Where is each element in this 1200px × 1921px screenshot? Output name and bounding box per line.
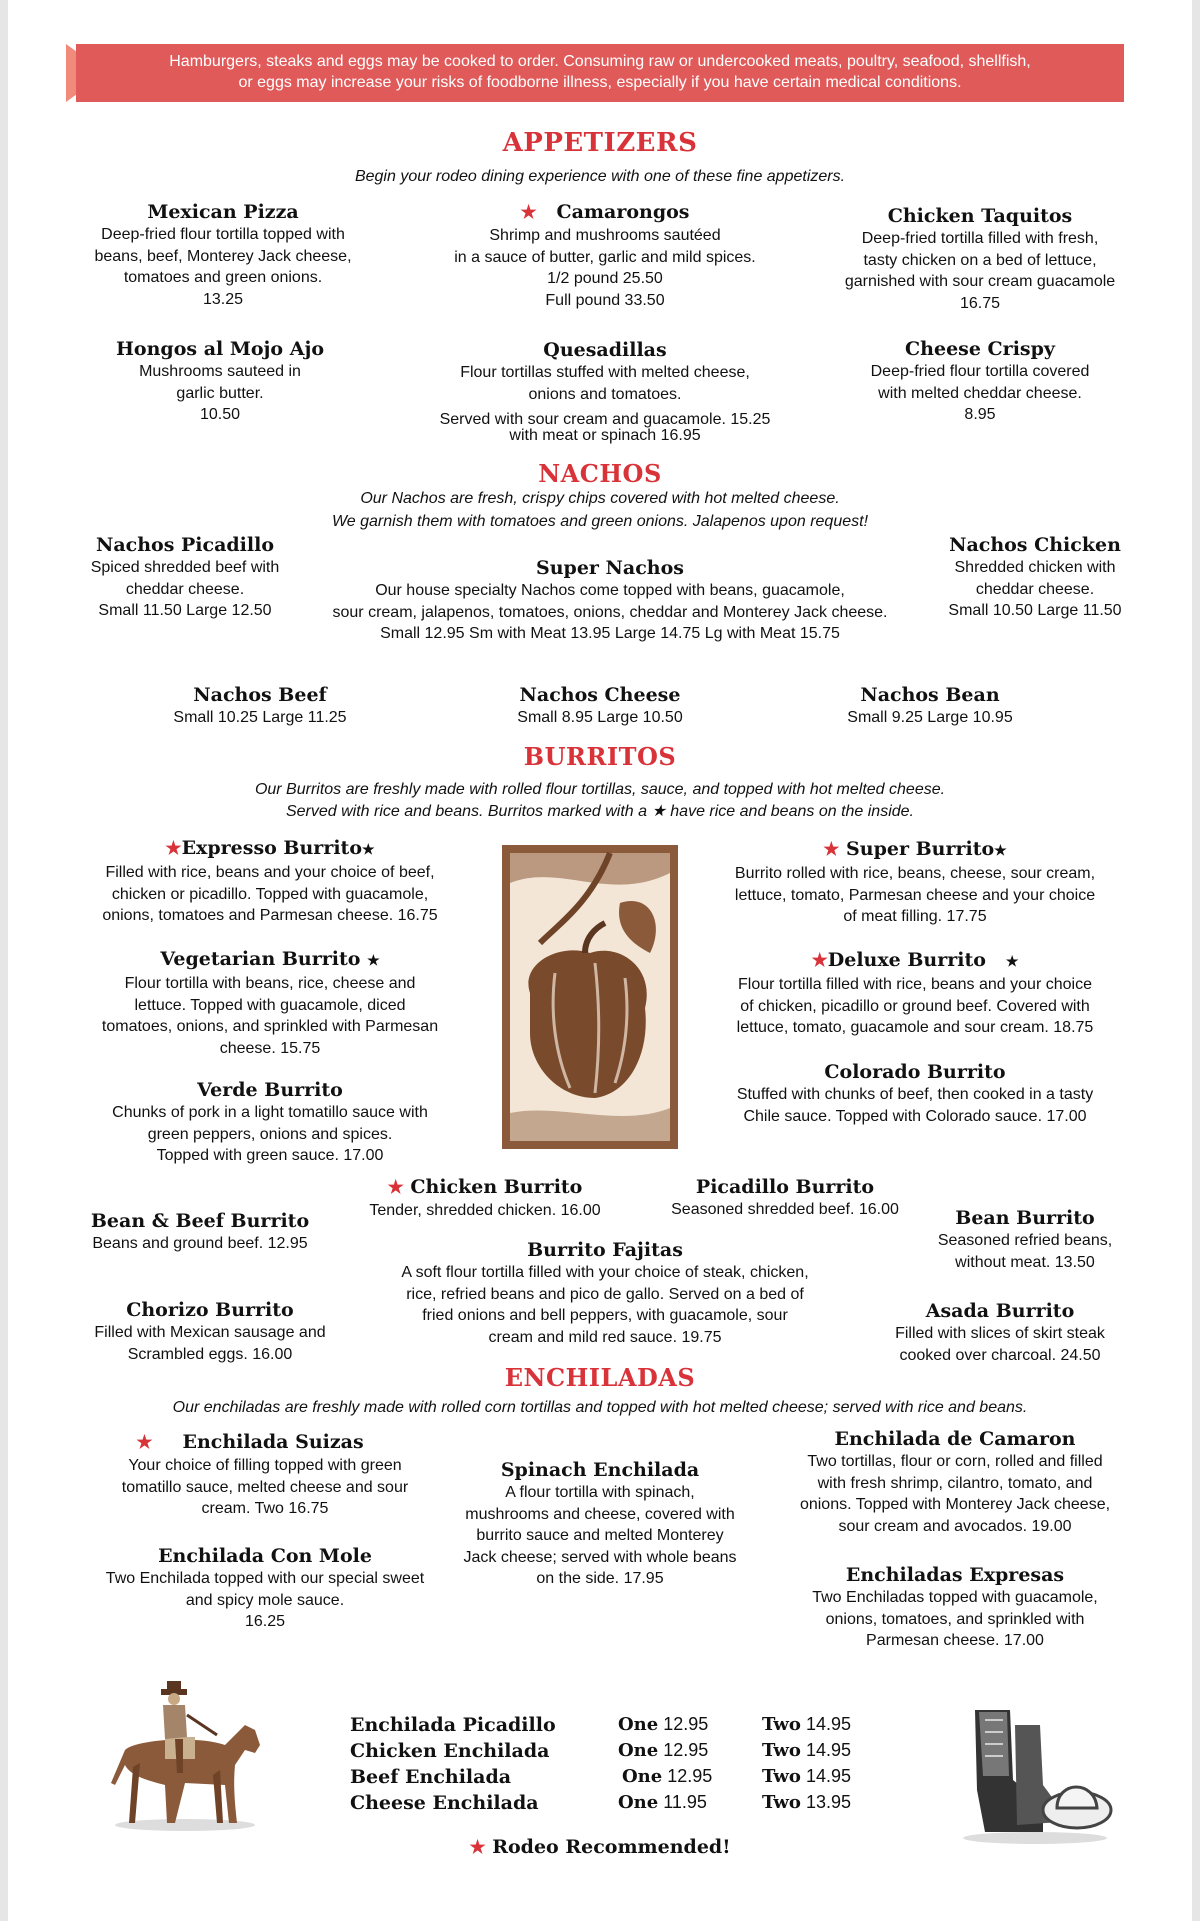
item-line: of meat filling. 17.75 bbox=[843, 908, 987, 925]
item-line: Scrambled eggs. 16.00 bbox=[127, 1345, 293, 1363]
item-name: Deluxe Burrito bbox=[827, 949, 986, 971]
section-title-enchiladas: ENCHILADAS bbox=[504, 1363, 696, 1392]
item-name: Nachos Picadillo bbox=[95, 534, 275, 556]
item-price: Small 10.50 Large 11.50 bbox=[948, 602, 1122, 619]
item-line: Chunks of pork in a light tomatillo sauce with bbox=[112, 1104, 428, 1121]
menu-item-enchilada-con-mole bbox=[80, 1544, 450, 1633]
menu-item-bean-burrito bbox=[910, 1206, 1140, 1273]
rodeo-recommended-note bbox=[0, 1836, 1200, 1858]
item-line: tomatoes, onions, and sprinkled with Parmesan bbox=[101, 1018, 439, 1035]
burritos-intro-2: Served with rice and beans. Burritos marked with a ★ have rice and beans on the inside. bbox=[285, 803, 914, 820]
item-line: Flour tortillas stuffed with melted cheese, bbox=[460, 364, 750, 381]
item-price: Full pound 33.50 bbox=[545, 291, 665, 309]
item-line: on the side. 17.95 bbox=[536, 1570, 664, 1587]
menu-item-super-burrito bbox=[710, 837, 1120, 928]
price-row bbox=[350, 1792, 890, 1818]
item-name: Nachos Beef bbox=[193, 684, 327, 706]
nachos-intro-2: We garnish them with tomatoes and green onions. Jalapenos upon request! bbox=[331, 513, 869, 530]
item-price: Small 8.95 Large 10.50 bbox=[517, 709, 683, 726]
two-label: Two bbox=[762, 1714, 801, 1735]
item-name: Verde Burrito bbox=[197, 1079, 343, 1101]
rice-beans-star-icon: ★ bbox=[367, 953, 380, 969]
two-label: Two bbox=[762, 1766, 801, 1787]
item-price: Served with sour cream and guacamole. 15.25 bbox=[439, 411, 771, 428]
star-icon: ★ bbox=[469, 1837, 486, 1858]
item-line: Deep-fried flour tortilla topped with bbox=[101, 226, 345, 243]
one-price: 12.95 bbox=[667, 1766, 713, 1786]
two-label: Two bbox=[762, 1792, 801, 1813]
item-line: without meat. 13.50 bbox=[955, 1253, 1095, 1271]
item-line: beans, beef, Monterey Jack cheese, bbox=[94, 247, 352, 265]
item-name: Colorado Burrito bbox=[824, 1061, 1006, 1083]
menu-item-enchiladas-expresas bbox=[780, 1563, 1130, 1652]
star-icon: ★ bbox=[811, 950, 828, 971]
item-line: Seasoned shredded beef. 16.00 bbox=[671, 1201, 899, 1218]
item-line: cooked over charcoal. 24.50 bbox=[899, 1346, 1101, 1364]
rodeo-recommended-label: Rodeo Recommended! bbox=[492, 1836, 731, 1858]
menu-item-enchilada-de-camaron bbox=[775, 1427, 1135, 1537]
menu-item-cheese-crispy bbox=[830, 337, 1130, 426]
menu-item-hongos bbox=[80, 337, 360, 426]
item-line: chicken or picadillo. Topped with guacamole, bbox=[111, 885, 429, 903]
item-line: Shredded chicken with bbox=[954, 559, 1116, 576]
item-name: Nachos Chicken bbox=[949, 534, 1121, 556]
item-name: Super Nachos bbox=[536, 557, 684, 579]
item-line: lettuce, tomato, Parmesan cheese and your choice bbox=[734, 886, 1096, 904]
item-line: Shrimp and mushrooms sautéed bbox=[489, 227, 721, 244]
page-frame-left bbox=[0, 0, 8, 1921]
menu-item-mexican-pizza bbox=[60, 200, 386, 310]
item-line: green peppers, onions and spices. bbox=[147, 1125, 393, 1143]
item-name: Hongos al Mojo Ajo bbox=[115, 338, 324, 360]
rice-beans-star-icon: ★ bbox=[1005, 954, 1019, 970]
burritos-intro-1: Our Burritos are freshly made with rolled flour tortillas, sauce, and topped with hot melted cheese. bbox=[254, 781, 946, 798]
item-line: with melted cheddar cheese. bbox=[878, 384, 1082, 402]
item-name: Bean & Beef Burrito bbox=[90, 1210, 310, 1232]
item-line: Your choice of filling topped with green bbox=[128, 1457, 402, 1474]
item-name: Super Burrito bbox=[846, 838, 995, 860]
item-line: Topped with green sauce. 17.00 bbox=[156, 1147, 384, 1164]
item-line: onions, tomatoes and Parmesan cheese. 16.75 bbox=[102, 907, 438, 924]
item-line: Two Enchiladas topped with guacamole, bbox=[812, 1589, 1098, 1606]
item-price: 16.75 bbox=[959, 294, 1001, 312]
appetizers-intro: Begin your rodeo dining experience with one of these fine appetizers. bbox=[354, 168, 846, 185]
item-name: Nachos Bean bbox=[860, 684, 1000, 706]
item-line: Burrito rolled with rice, beans, cheese, sour cream, bbox=[734, 865, 1096, 882]
price-row-name: Beef Enchilada bbox=[350, 1766, 512, 1788]
menu-item-bean-beef-burrito bbox=[65, 1209, 335, 1255]
item-line: rice, refried beans and pico de gallo. Served on a bed of bbox=[406, 1285, 804, 1303]
item-line: Filled with rice, beans and your choice of beef, bbox=[105, 864, 435, 881]
menu-item-vegetarian-burrito bbox=[70, 947, 470, 1059]
item-price: 10.50 bbox=[199, 406, 241, 423]
item-line: garnished with sour cream guacamole bbox=[844, 273, 1116, 290]
one-price: 11.95 bbox=[663, 1792, 707, 1812]
item-line: Spiced shredded beef with bbox=[90, 559, 280, 576]
price-row bbox=[350, 1714, 890, 1740]
price-row-name: Enchilada Picadillo bbox=[350, 1714, 556, 1736]
banner-line-1: Hamburgers, steaks and eggs may be cooked to order. Consuming raw or undercooked meats, poultry, seafood, shellfish, bbox=[169, 53, 1031, 70]
item-line: burrito sauce and melted Monterey bbox=[476, 1527, 724, 1544]
item-line: in a sauce of butter, garlic and mild spices. bbox=[454, 248, 756, 266]
star-icon: ★ bbox=[165, 838, 182, 859]
item-line: A soft flour tortilla filled with your choice of steak, chicken, bbox=[401, 1264, 809, 1281]
menu-item-deluxe-burrito bbox=[710, 948, 1120, 1039]
item-line: Our house specialty Nachos come topped with beans, guacamole, bbox=[375, 582, 845, 599]
item-line: A flour tortilla with spinach, bbox=[505, 1484, 695, 1501]
item-line: Stuffed with chunks of beef, then cooked in a tasty bbox=[736, 1086, 1094, 1103]
item-name: Vegetarian Burrito bbox=[160, 948, 361, 970]
item-line: with fresh shrimp, cilantro, tomato, and bbox=[817, 1474, 1093, 1492]
enchiladas-intro: Our enchiladas are freshly made with rolled corn tortillas and topped with hot melted cheese; served with rice and beans. bbox=[172, 1399, 1028, 1416]
menu-item-expresso-burrito bbox=[70, 836, 470, 927]
section-title-appetizers: APPETIZERS bbox=[502, 128, 698, 158]
two-label: Two bbox=[762, 1740, 801, 1761]
one-label: One bbox=[618, 1792, 659, 1813]
item-name: Enchilada Suizas bbox=[182, 1431, 364, 1453]
banner-line-2: or eggs may increase your risks of foodborne illness, especially if you have certain medical conditions. bbox=[238, 74, 962, 91]
item-name: Expresso Burrito bbox=[181, 837, 362, 859]
item-line: Beans and ground beef. 12.95 bbox=[92, 1235, 308, 1252]
item-line: onions, tomatoes, and sprinkled with bbox=[825, 1610, 1085, 1628]
item-line: lettuce. Topped with guacamole, diced bbox=[134, 996, 406, 1014]
item-line: Filled with slices of skirt steak bbox=[895, 1325, 1105, 1342]
menu-item-chorizo-burrito bbox=[70, 1298, 350, 1365]
menu-item-nachos-bean bbox=[810, 683, 1050, 729]
menu-item-nachos-cheese bbox=[480, 683, 720, 729]
item-price: Small 12.95 Sm with Meat 13.95 Large 14.75 Lg with Meat 15.75 bbox=[380, 625, 840, 642]
one-price: 12.95 bbox=[663, 1740, 709, 1760]
two-price: 14.95 bbox=[805, 1740, 851, 1760]
price-row-name: Cheese Enchilada bbox=[350, 1792, 539, 1814]
item-price: with meat or spinach 16.95 bbox=[509, 427, 701, 444]
item-name: Bean Burrito bbox=[955, 1207, 1095, 1229]
item-name: Chicken Taquitos bbox=[887, 205, 1073, 227]
item-line: Deep-fried flour tortilla covered bbox=[870, 363, 1090, 380]
one-label: One bbox=[618, 1714, 659, 1735]
item-line: Parmesan cheese. 17.00 bbox=[866, 1632, 1044, 1649]
item-line: cream and mild red sauce. 19.75 bbox=[488, 1328, 722, 1346]
item-name: Picadillo Burrito bbox=[695, 1176, 875, 1198]
menu-item-chicken-taquitos bbox=[820, 204, 1140, 314]
item-price: 1/2 pound 25.50 bbox=[547, 270, 663, 287]
one-price: 12.95 bbox=[663, 1714, 709, 1734]
item-line: cream. Two 16.75 bbox=[201, 1500, 329, 1517]
item-price: Small 9.25 Large 10.95 bbox=[847, 709, 1013, 726]
item-name: Asada Burrito bbox=[925, 1300, 1075, 1322]
item-name: Enchilada Con Mole bbox=[158, 1545, 372, 1567]
menu-item-enchilada-suizas bbox=[100, 1430, 430, 1520]
pepper-illustration bbox=[500, 843, 680, 1151]
star-icon: ★ bbox=[823, 839, 840, 860]
item-line: onions. Topped with Monterey Jack cheese, bbox=[799, 1496, 1111, 1513]
item-line: 16.25 bbox=[244, 1613, 286, 1630]
menu-item-nachos-picadillo bbox=[70, 533, 300, 622]
item-name: Mexican Pizza bbox=[147, 201, 299, 223]
rice-beans-star-icon: ★ bbox=[362, 842, 375, 858]
item-line: Two tortillas, flour or corn, rolled and filled bbox=[807, 1453, 1103, 1470]
item-line: sour cream and avocados. 19.00 bbox=[838, 1517, 1072, 1535]
menu-item-nachos-chicken bbox=[920, 533, 1150, 622]
item-price: Small 11.50 Large 12.50 bbox=[98, 602, 272, 619]
item-line: cheese. 15.75 bbox=[219, 1039, 321, 1057]
menu-item-picadillo-burrito bbox=[650, 1175, 920, 1221]
item-line: fried onions and bell peppers, with guacamole, sour bbox=[422, 1307, 788, 1324]
section-title-nachos: NACHOS bbox=[538, 459, 662, 488]
menu-item-spinach-enchilada bbox=[460, 1458, 740, 1590]
item-line: Mushrooms sauteed in bbox=[139, 363, 301, 380]
item-line: garlic butter. bbox=[176, 384, 264, 402]
item-price: 8.95 bbox=[964, 406, 996, 423]
menu-item-super-nachos bbox=[290, 556, 930, 645]
item-line: tomatoes and green onions. bbox=[123, 269, 323, 286]
item-name: Enchilada de Camaron bbox=[834, 1428, 1076, 1450]
star-icon: ★ bbox=[387, 1177, 404, 1198]
item-line: Chile sauce. Topped with Colorado sauce. 17.00 bbox=[743, 1107, 1087, 1125]
price-row bbox=[350, 1766, 890, 1792]
cowboy-horse-illustration bbox=[105, 1675, 275, 1835]
star-icon: ★ bbox=[520, 202, 537, 223]
two-price: 13.95 bbox=[805, 1792, 851, 1812]
item-line: Filled with Mexican sausage and bbox=[94, 1324, 326, 1341]
item-name: Quesadillas bbox=[543, 339, 667, 361]
item-name: Chorizo Burrito bbox=[126, 1299, 294, 1321]
item-line: tasty chicken on a bed of lettuce, bbox=[863, 251, 1097, 269]
price-row-name: Chicken Enchilada bbox=[350, 1740, 550, 1762]
item-name: Enchiladas Expresas bbox=[845, 1564, 1065, 1586]
two-price: 14.95 bbox=[805, 1766, 851, 1786]
menu-item-verde-burrito bbox=[70, 1078, 470, 1167]
item-line: Two Enchilada topped with our special sweet bbox=[105, 1570, 425, 1587]
menu-item-camarongos bbox=[420, 200, 790, 311]
item-line: sour cream, jalapenos, tomatoes, onions, cheddar and Monterey Jack cheese. bbox=[332, 603, 888, 621]
item-line: Seasoned refried beans, bbox=[937, 1232, 1113, 1249]
price-row bbox=[350, 1740, 890, 1766]
item-name: Nachos Cheese bbox=[519, 684, 681, 706]
item-line: and spicy mole sauce. bbox=[185, 1591, 345, 1609]
item-name: Camarongos bbox=[556, 201, 690, 223]
item-line: Tender, shredded chicken. 16.00 bbox=[369, 1202, 601, 1219]
section-title-burritos: BURRITOS bbox=[523, 742, 677, 771]
item-price: Small 10.25 Large 11.25 bbox=[173, 709, 347, 726]
boots-hat-illustration bbox=[955, 1700, 1115, 1845]
item-line: tomatillo sauce, melted cheese and sour bbox=[121, 1478, 409, 1496]
menu-item-burrito-fajitas bbox=[360, 1238, 850, 1348]
item-line: cheddar cheese. bbox=[125, 580, 245, 598]
page-frame-right bbox=[1192, 0, 1200, 1921]
one-label: One bbox=[622, 1766, 663, 1787]
item-name: Chicken Burrito bbox=[410, 1176, 583, 1198]
item-line: mushrooms and cheese, covered with bbox=[465, 1505, 735, 1523]
item-line: cheddar cheese. bbox=[975, 580, 1095, 598]
two-price: 14.95 bbox=[805, 1714, 851, 1734]
enchilada-price-table bbox=[350, 1714, 890, 1818]
item-name: Burrito Fajitas bbox=[527, 1239, 683, 1261]
nachos-intro-1: Our Nachos are fresh, crispy chips covered with hot melted cheese. bbox=[360, 490, 840, 507]
menu-item-colorado-burrito bbox=[700, 1060, 1130, 1127]
item-line: of chicken, picadillo or ground beef. Covered with bbox=[740, 997, 1090, 1015]
star-icon: ★ bbox=[136, 1432, 153, 1453]
item-line: lettuce, tomato, guacamole and sour cream. 18.75 bbox=[736, 1019, 1094, 1036]
item-line: onions and tomatoes. bbox=[528, 385, 682, 403]
health-warning-banner bbox=[76, 44, 1124, 102]
item-line: Jack cheese; served with whole beans bbox=[463, 1548, 737, 1566]
item-line: Flour tortilla filled with rice, beans and your choice bbox=[738, 976, 1092, 993]
menu-item-asada-burrito bbox=[870, 1299, 1130, 1366]
menu-item-chicken-burrito bbox=[350, 1175, 620, 1222]
item-name: Spinach Enchilada bbox=[500, 1459, 700, 1481]
item-name: Cheese Crispy bbox=[905, 338, 1055, 360]
rice-beans-star-icon: ★ bbox=[994, 843, 1007, 859]
item-price: 13.25 bbox=[202, 290, 244, 308]
item-line: Flour tortilla with beans, rice, cheese and bbox=[124, 975, 416, 992]
one-label: One bbox=[618, 1740, 659, 1761]
menu-item-quesadillas bbox=[420, 338, 790, 443]
item-line: Deep-fried tortilla filled with fresh, bbox=[861, 230, 1099, 247]
menu-item-nachos-beef bbox=[140, 683, 380, 729]
